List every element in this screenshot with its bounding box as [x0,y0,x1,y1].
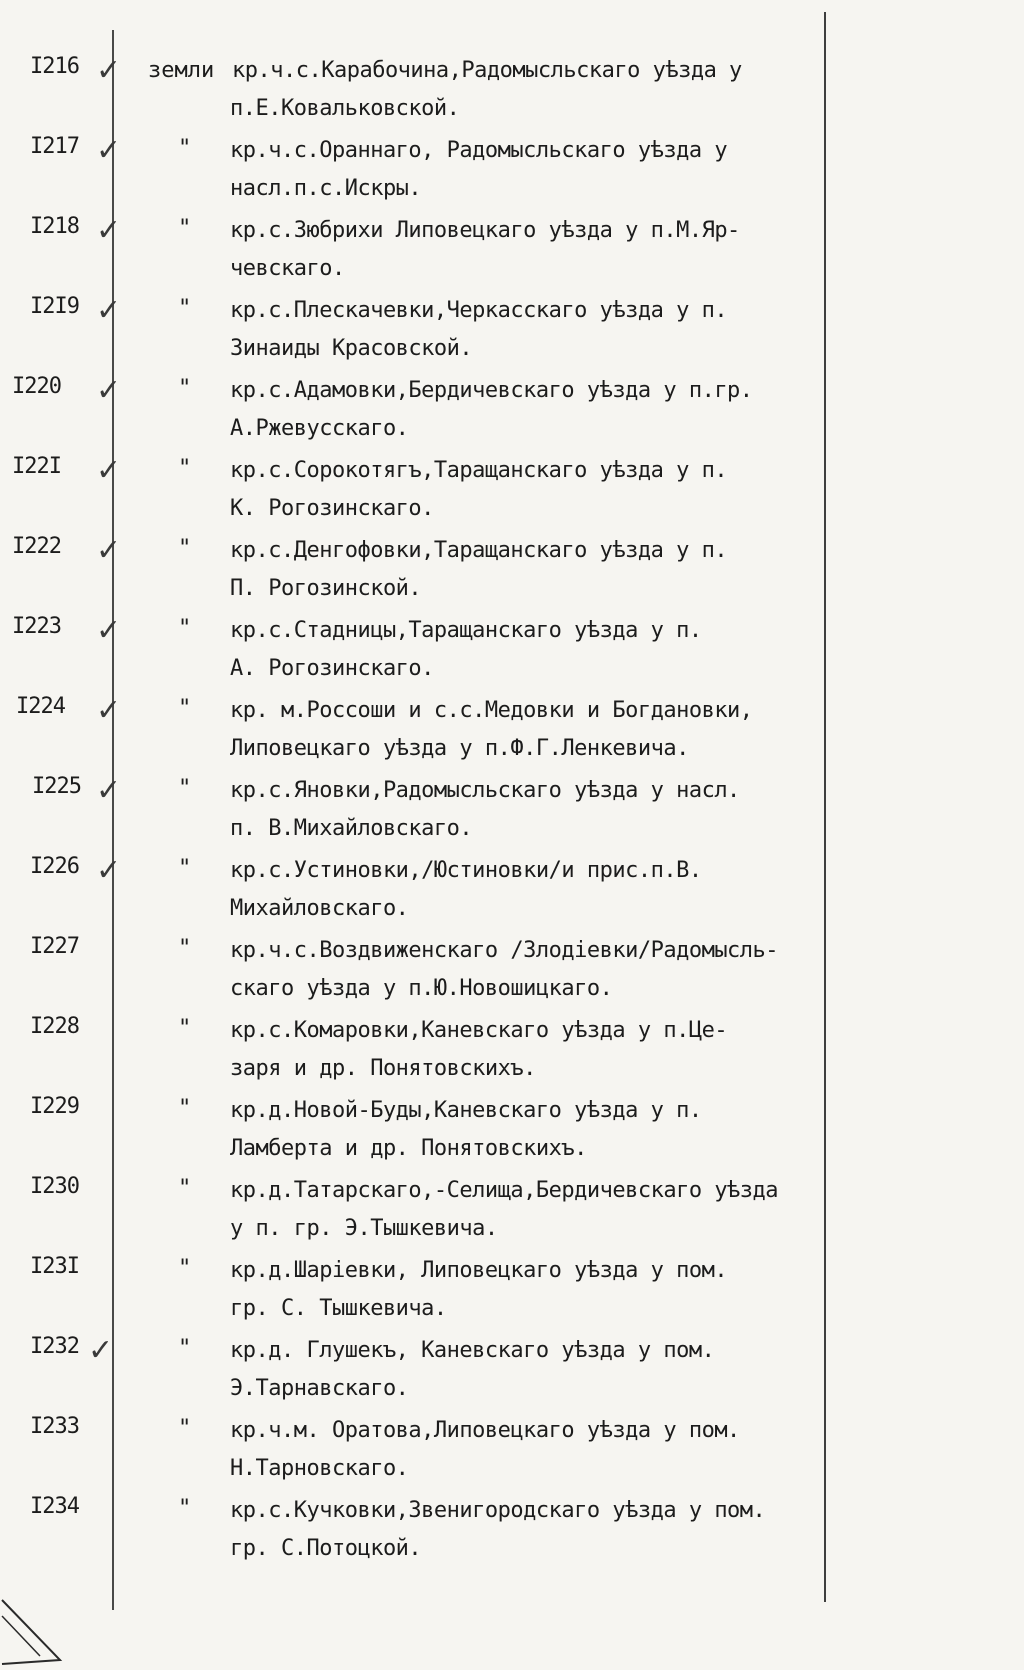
entry-line-2: чевскаго. [230,256,345,281]
entry-line-2: насл.п.с.Искры. [230,176,422,201]
entry-number: I217 [30,134,79,159]
checkmark-icon: ✓ [96,453,122,488]
ditto-mark: " [178,616,192,641]
entry-1231 [0,1250,1024,1330]
checkmark-icon: ✓ [96,533,122,568]
entry-line-2: п.Е.Ковальковской. [230,96,460,121]
ditto-mark: " [178,1336,192,1361]
entry-1221 [0,450,1024,530]
entry-line-1: кр.д.Шаріевки, Липовецкаго уѣзда у пом. [230,1258,728,1283]
ditto-mark: " [178,776,192,801]
entry-number: I223 [12,614,61,639]
entry-number: I22I [12,454,61,479]
entry-line-2: заря и др. Понятовскихъ. [230,1056,536,1081]
checkmark-icon: ✓ [96,373,122,408]
entry-line-1: кр.с.Денгофовки,Таращанскаго уѣзда у п. [230,538,728,563]
checkmark-icon: ✓ [96,53,122,88]
ditto-mark: " [178,1176,192,1201]
entry-number: I225 [32,774,81,799]
entry-1227 [0,930,1024,1010]
checkmark-icon: ✓ [96,213,122,248]
ditto-mark: " [178,936,192,961]
entry-line-2: Э.Тарнавскаго. [230,1376,409,1401]
ditto-mark: " [178,1256,192,1281]
entry-number: I222 [12,534,61,559]
entry-number: I232 [30,1334,79,1359]
entry-1230 [0,1170,1024,1250]
entry-line-1: кр.д.Татарскаго,-Селища,Бердичевскаго уѣзда [230,1178,779,1203]
entry-1224 [0,690,1024,770]
entry-1234 [0,1490,1024,1570]
checkmark-icon: ✓ [88,1333,114,1368]
entry-line-1: кр.д.Новой-Буды,Каневскаго уѣзда у п. [230,1098,702,1123]
entry-number: I216 [30,54,79,79]
entry-list [0,50,1024,1570]
checkmark-icon: ✓ [96,133,122,168]
entry-line-1: кр.с.Плескачевки,Черкасскаго уѣзда у п. [230,298,728,323]
entry-number: I228 [30,1014,79,1039]
entry-1228 [0,1010,1024,1090]
ditto-mark: " [178,856,192,881]
folded-corner-marks [0,1590,70,1670]
entry-line-2: п. В.Михайловскаго. [230,816,473,841]
ditto-mark: " [178,1416,192,1441]
entry-1229 [0,1090,1024,1170]
entry-1218 [0,210,1024,290]
entry-line-2: А.Ржевусскаго. [230,416,409,441]
entry-lead: земли [148,58,215,83]
entry-line-1: кр.ч.с.Карабочина,Радомысльскаго уѣзда у [232,58,742,83]
entry-1225 [0,770,1024,850]
entry-line-1: кр.с.Кучковки,Звенигородскаго уѣзда у пом. [230,1498,766,1523]
entry-line-2: Липовецкаго уѣзда у п.Ф.Г.Ленкевича. [230,736,689,761]
entry-1220 [0,370,1024,450]
ditto-mark: " [178,296,192,321]
entry-1226 [0,850,1024,930]
entry-1233 [0,1410,1024,1490]
entry-number: I220 [12,374,61,399]
checkmark-icon: ✓ [96,613,122,648]
ditto-mark: " [178,136,192,161]
entry-line-2: у п. гр. Э.Тышкевича. [230,1216,498,1241]
entry-line-2: скаго уѣзда у п.Ю.Новошицкаго. [230,976,613,1001]
entry-number: I230 [30,1174,79,1199]
entry-number: I218 [30,214,79,239]
entry-line-1: кр.с.Устиновки,/Юстиновки/и прис.п.В. [230,858,702,883]
entry-line-2: Н.Тарновскаго. [230,1456,409,1481]
entry-line-2: Михайловскаго. [230,896,409,921]
entry-line-2: гр. С.Потоцкой. [230,1536,422,1561]
entry-1223 [0,610,1024,690]
entry-line-1: кр. м.Россоши и с.с.Медовки и Богдановки, [230,698,753,723]
entry-1232 [0,1330,1024,1410]
entry-line-1: кр.ч.с.Воздвиженскаго /Злодіевки/Радомысль- [230,938,779,963]
checkmark-icon: ✓ [96,693,122,728]
entry-number: I2I9 [30,294,79,319]
entry-1219 [0,290,1024,370]
entry-line-1: кр.с.Стадницы,Таращанскаго уѣзда у п. [230,618,702,643]
entry-line-2: гр. С. Тышкевича. [230,1296,447,1321]
entry-line-1: кр.с.Яновки,Радомысльскаго уѣзда у насл. [230,778,740,803]
entry-number: I226 [30,854,79,879]
checkmark-icon: ✓ [96,773,122,808]
entry-number: I234 [30,1494,79,1519]
ditto-mark: " [178,536,192,561]
entry-number: I224 [16,694,65,719]
ditto-mark: " [178,216,192,241]
entry-1222 [0,530,1024,610]
ditto-mark: " [178,456,192,481]
entry-1216 [0,50,1024,130]
entry-line-1: кр.с.Зюбрихи Липовецкаго уѣзда у п.М.Яр- [230,218,740,243]
ditto-mark: " [178,376,192,401]
entry-line-1: кр.с.Комаровки,Каневскаго уѣзда у п.Це- [230,1018,728,1043]
entry-number: I227 [30,934,79,959]
entry-line-1: кр.ч.м. Оратова,Липовецкаго уѣзда у пом. [230,1418,740,1443]
entry-number: I23I [30,1254,79,1279]
checkmark-icon: ✓ [96,853,122,888]
entry-line-2: Ламберта и др. Понятовскихъ. [230,1136,587,1161]
ditto-mark: " [178,1096,192,1121]
ditto-mark: " [178,1016,192,1041]
entry-line-1: кр.с.Сорокотягъ,Таращанскаго уѣзда у п. [230,458,728,483]
entry-line-2: К. Рогозинскаго. [230,496,434,521]
entry-line-1: кр.д. Глушекъ, Каневскаго уѣзда у пом. [230,1338,715,1363]
ditto-mark: " [178,1496,192,1521]
entry-number: I229 [30,1094,79,1119]
entry-line-1: кр.с.Адамовки,Бердичевскаго уѣзда у п.гр. [230,378,753,403]
ditto-mark: " [178,696,192,721]
checkmark-icon: ✓ [96,293,122,328]
entry-1217 [0,130,1024,210]
entry-line-1: кр.ч.с.Ораннаго, Радомысльскаго уѣзда у [230,138,728,163]
entry-line-2: Зинаиды Красовской. [230,336,473,361]
entry-line-2: П. Рогозинской. [230,576,422,601]
entry-number: I233 [30,1414,79,1439]
entry-line-2: А. Рогозинскаго. [230,656,434,681]
